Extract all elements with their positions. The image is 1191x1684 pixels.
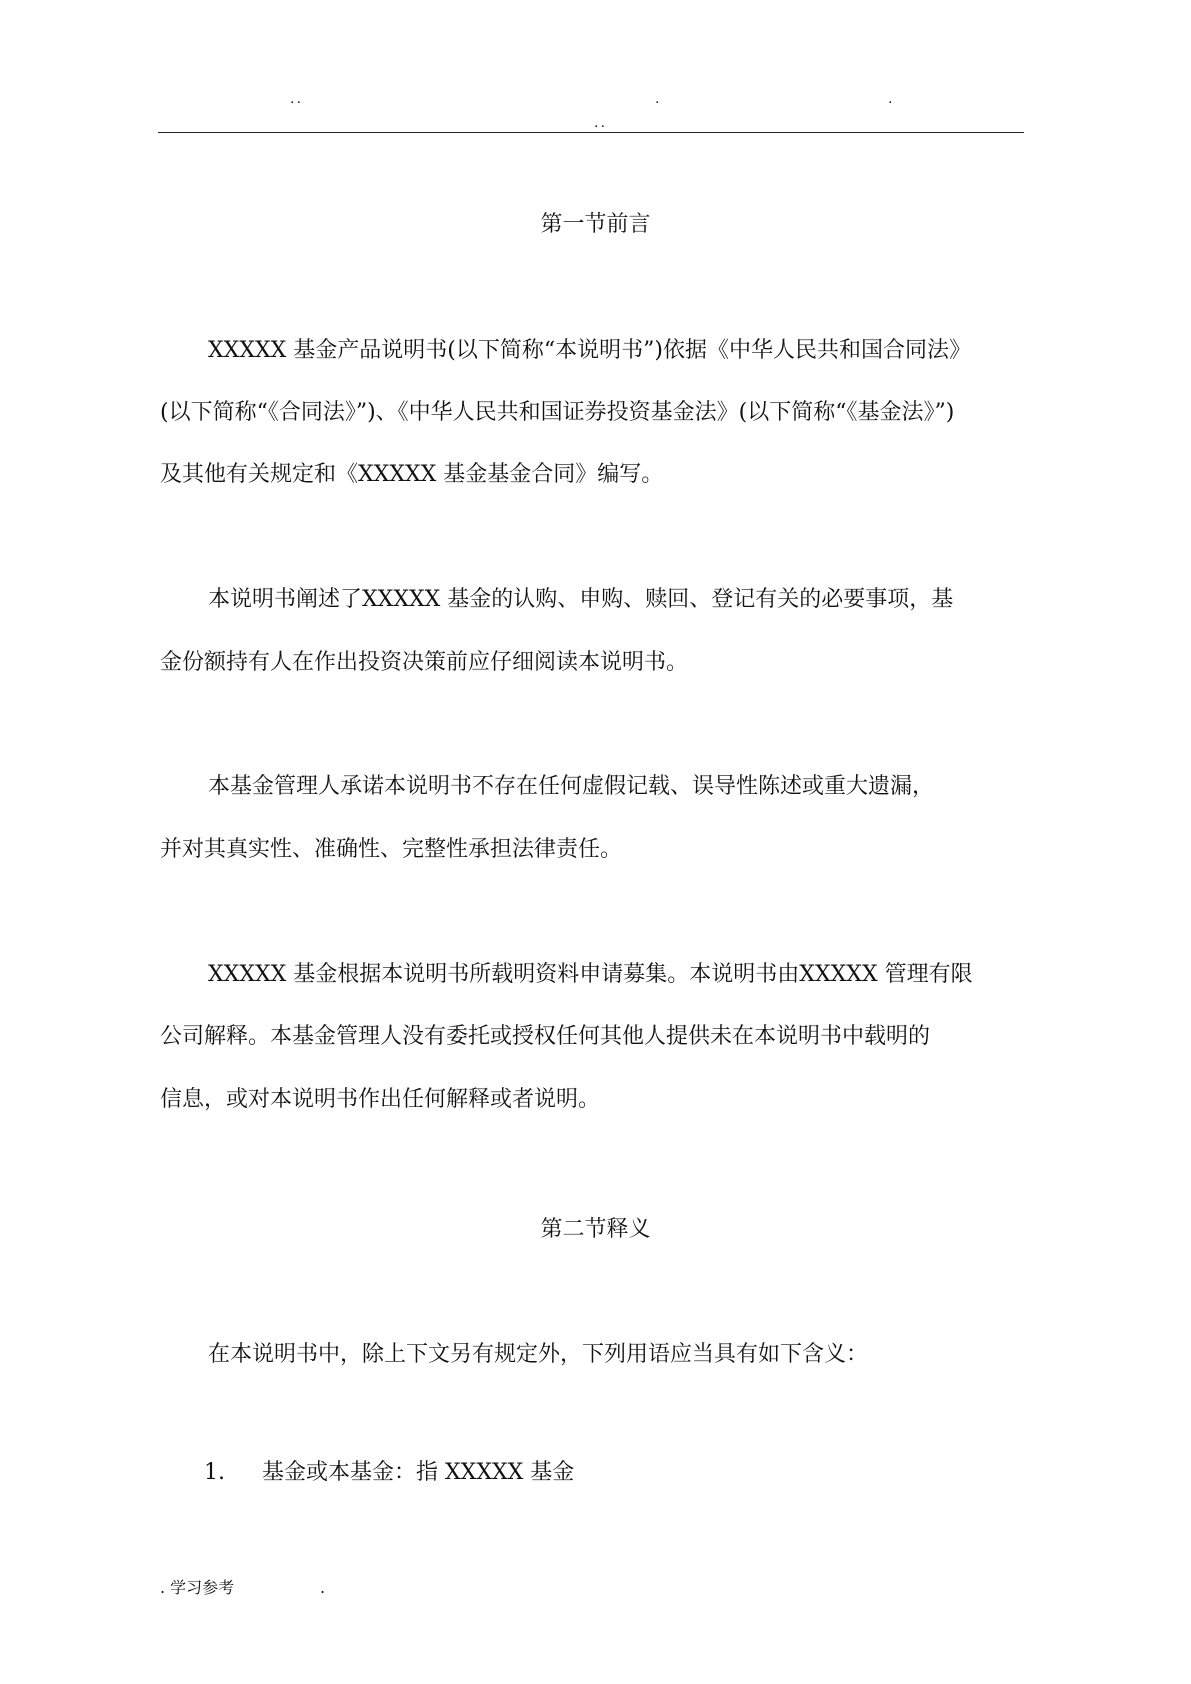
section-2-title: 第二节释义 [540,1217,651,1242]
header-mark-under: .. [594,115,607,131]
para-2-line-2: 金份额持有人在作出投资决策前应仔细阅读本说明书。 [160,650,689,675]
section-2-intro: 在本说明书中，除上下文另有规定外，下列用语应当具有如下含义： [208,1342,869,1367]
section-1-title: 第一节前言 [540,212,651,237]
para-3-line-2: 并对其真实性、准确性、完整性承担法律责任。 [160,837,623,862]
header-mark-left: .. [290,91,303,107]
para-3-line-1: 本基金管理人承诺本说明书不存在任何虚假记载、误导性陈述或重大遗漏， [208,774,935,799]
para-4-line-2: 公司解释。本基金管理人没有委托或授权任何其他人提供未在本说明书中载明的 [160,1024,931,1049]
para-4-line-3: 信息，或对本说明书作出任何解释或者说明。 [160,1087,601,1112]
footer-right: . [320,1578,326,1597]
definition-item-text: 基金或本基金：指 XXXXX 基金 [262,1460,575,1485]
header-divider [158,132,1024,133]
header-mark-center: . [655,91,662,107]
header-mark-right: . [888,91,895,107]
para-4-line-1: XXXXX 基金根据本说明书所载明资料申请募集。本说明书由XXXXX 管理有限 [208,962,973,987]
para-2-line-1: 本说明书阐述了XXXXX 基金的认购、申购、赎回、登记有关的必要事项，基 [208,587,954,612]
para-1-line-2: (以下简称“《合同法》”)、《中华人民共和国证券投资基金法》(以下简称“《基金法》”) [160,400,955,425]
para-1-line-3: 及其他有关规定和《XXXXX 基金基金合同》编写。 [160,462,664,487]
footer-left: . 学习参考 [160,1578,235,1597]
definition-item-number: 1. [204,1460,225,1485]
para-1-line-1: XXXXX 基金产品说明书(以下简称“本说明书”)依据《中华人民共和国合同法》 [208,338,971,363]
